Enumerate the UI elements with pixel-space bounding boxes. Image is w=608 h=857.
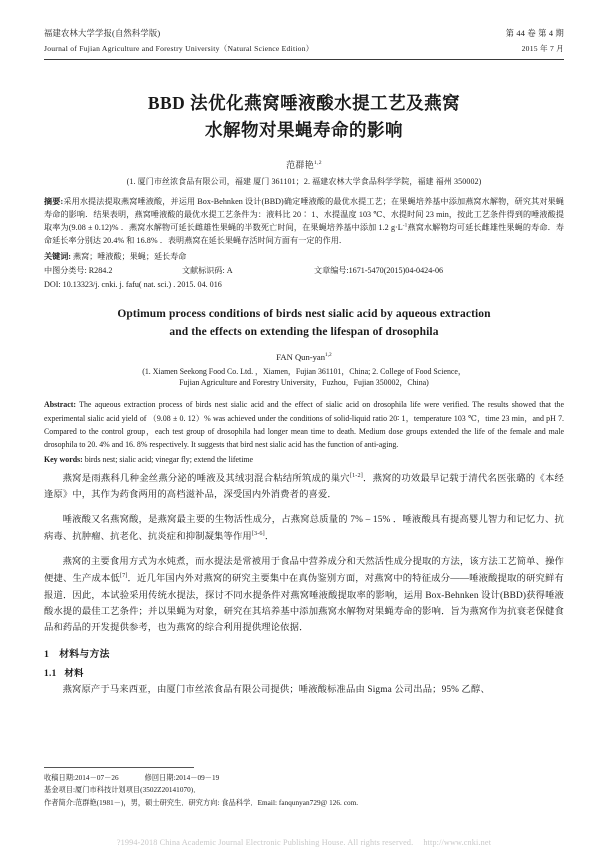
keywords-en-label: Key words: xyxy=(44,455,83,465)
keywords-cn-label: 关键词: xyxy=(44,251,71,261)
author-cn xyxy=(44,158,564,171)
body-p3-b: ．近几年国内外对燕窝的研究主要集中在真伪鉴别方面，对燕窝中的特征成分——唾液酸提取的研究鲜有报道．因此，本试验采用传统水提法，探讨不同水提条件对燕窝唾液酸提取率的影响，运用 Box-Behnken 设计(BBD)获得唾液酸水提的最佳工艺条件；并以果蝇为对象，研究在其培养基中添加燕窝水解物对果蝇寿命的影响．旨为燕窝作为抗衰老保健食品和药品的开发提供参考，也为燕窝的综合利用提供理论依据． xyxy=(44,574,564,633)
article-number xyxy=(314,264,564,277)
fund-value: 厦门市科技计划项目(3502Z20141070)． xyxy=(75,786,201,795)
keywords-en-text: birds nest; sialic acid; vinegar fly; extend the lifetime xyxy=(84,455,254,465)
keywords-en xyxy=(44,453,564,466)
section-1-title: 材料与方法 xyxy=(59,648,110,660)
affiliation-en-line2: Fujian Agriculture and Forestry University，Fuzhou，Fujian 350002，China) xyxy=(179,378,429,388)
footnote-fund xyxy=(44,784,564,796)
body-p2-b: ． xyxy=(264,532,275,543)
document-code xyxy=(182,264,314,277)
revised-date-value: 2014－09－19 xyxy=(175,773,220,782)
masthead-left xyxy=(44,28,314,55)
classification-line xyxy=(44,264,564,277)
article-number-value: 1671-5470(2015)04-0424-06 xyxy=(348,265,444,275)
affiliation-en xyxy=(44,366,564,390)
abstract-en-label: Abstract: xyxy=(44,400,76,410)
title-en-line2: and the effects on extending the lifespan of drosophila xyxy=(169,326,439,339)
received-date-label: 收稿日期: xyxy=(44,773,75,782)
section-1-number: 1 xyxy=(44,648,50,660)
body-paragraph-2 xyxy=(44,513,564,546)
author-cn-affiliation-marker: 1,2 xyxy=(314,160,322,167)
keywords-cn-text: 燕窝；唾液酸；果蝇；延长寿命 xyxy=(73,251,187,261)
bio-label: 作者简介: xyxy=(44,798,75,807)
citation-ref-1: [1-2] xyxy=(349,472,363,479)
title-cn-line1: BBD 法优化燕窝唾液酸水提工艺及燕窝 xyxy=(147,92,461,113)
author-en xyxy=(44,352,564,362)
title-cn xyxy=(44,90,564,144)
masthead-divider xyxy=(44,59,564,60)
body-paragraph-3 xyxy=(44,555,564,636)
masthead-right xyxy=(506,28,564,55)
footnote-divider xyxy=(44,767,194,768)
doi: DOI: 10.13323/j. cnki. j. fafu( nat. sci.) . 2015. 04. 016 xyxy=(44,279,222,289)
abstract-en xyxy=(44,398,564,451)
document-code-label: 文献标识码: xyxy=(182,265,225,275)
keywords-cn xyxy=(44,250,564,263)
section-1-1-number: 1.1 xyxy=(44,668,57,679)
journal-name-en: Journal of Fujian Agriculture and Forestry University（Natural Science Edition） xyxy=(44,44,314,54)
journal-name-cn: 福建农林大学学报(自然科学版) xyxy=(44,29,161,38)
copyright-bar xyxy=(0,838,608,847)
copyright-text: ?1994-2018 China Academic Journal Electronic Publishing House. All rights reserved. xyxy=(116,838,414,847)
affiliation-cn: (1. 厦门市丝浓食品有限公司，福建 厦门 361101；2. 福建农林大学食品科学学院，福建 福州 350002) xyxy=(126,177,482,187)
abstract-cn xyxy=(44,195,564,247)
volume-issue: 第 44 卷 第 4 期 xyxy=(505,29,564,38)
clc-number xyxy=(44,264,182,277)
affiliation-en-line1: (1. Xiamen Seekong Food Co. Ltd. ，Xiamen，Fujian 361101，China; 2. College of Food Science， xyxy=(142,366,466,376)
clc-value: R284.2 xyxy=(88,265,113,275)
received-date-value: 2014－07－26 xyxy=(75,773,119,782)
body-p1-a: 燕窝是雨燕科几种金丝燕分泌的唾液及其绒羽混合粘结所筑成的巢穴 xyxy=(62,473,350,484)
clc-label: 中图分类号: xyxy=(44,265,87,275)
citation-ref-2: [3-6] xyxy=(251,531,265,538)
section-1-1-title: 材料 xyxy=(64,668,84,679)
body-p3-a: 燕窝的主要食用方式为水炖煮，而水提法是常被用于食品中营养成分和天然活性成分提取的方法，该方法工艺简单、操作便捷、生产成本低 xyxy=(44,557,564,585)
author-cn-name: 范群艳 xyxy=(286,160,315,171)
citation-ref-3: [7] xyxy=(119,573,128,580)
article-number-label: 文章编号: xyxy=(314,265,349,275)
bio-value: 范群艳(1981－)，男，硕士研究生．研究方向: 食品科学．Email: fanqunyan729@ 126. com. xyxy=(75,798,359,807)
author-en-name: FAN Qun-yan xyxy=(276,351,326,362)
abstract-cn-superscript: -1 xyxy=(402,222,408,229)
title-cn-line2: 水解物对果蝇寿命的影响 xyxy=(205,119,403,140)
publication-date: 2015 年 7 月 xyxy=(521,44,564,54)
masthead xyxy=(44,28,564,55)
footnote-dates xyxy=(44,772,564,784)
footnotes xyxy=(44,767,564,809)
section-heading-1-1 xyxy=(44,665,564,679)
title-en xyxy=(44,305,564,342)
title-en-line1: Optimum process conditions of birds nest sialic acid by aqueous extraction xyxy=(117,307,491,320)
copyright-url: http://www.cnki.net xyxy=(423,838,492,847)
section-heading-1 xyxy=(44,646,564,660)
body-p1-b: ．燕窝的功效最早记载于清代名医张璐的《本经逢原》中，其作为药食两用的高档滋补品，深受国内外消费者的喜爱． xyxy=(44,473,564,500)
body-p2-a: 唾液酸又名燕窝酸，是燕窝最主要的生物活性成分，占燕窝总质量的 7% ‒ 15% ．唾液酸具有提高婴儿智力和记忆力、抗病毒、抗肿瘤、抗老化、抗炎症和抑制凝集等作用 xyxy=(44,515,564,543)
abstract-cn-label: 摘要: xyxy=(44,197,64,207)
author-en-affiliation-marker: 1,2 xyxy=(325,351,332,358)
document-code-value: A xyxy=(226,265,233,275)
abstract-cn-text-cont: 燕窝水解物均可延长雌雄性果蝇的寿命．寿命延长率分别达 20.4% 和 16.8% ．表明燕窝在延长果蝇存活时间方面有一定的作用． xyxy=(44,223,564,246)
body-paragraph-1 xyxy=(44,471,564,504)
abstract-cn-text: 采用水提法提取燕窝唾液酸，并运用 Box-Behnken 设计(BBD)确定唾液酸的最优水提工艺；在果蝇培养基中添加燕窝水解物，研究其对果蝇寿命的影响．结果表明，燕窝唾液酸的最优水提工艺条件为：液料比 20∶ 1、水提温度 103 ℃、水提时间 23 min，按此工艺条件得到的唾液酸提取率为(9.08 ± 0.12)% ．燕窝水解物可延长雌雄性果蝇的半数死亡时间，在果蝇培养基中添加 1.2 g·L xyxy=(44,197,564,233)
body-paragraph-4: 燕窝原产于马来西亚，由厦门市丝浓食品有限公司提供；唾液酸标准品由 Sigma 公司出品；95% 乙醇、 xyxy=(62,684,490,695)
fund-label: 基金项目: xyxy=(44,786,75,795)
footnote-author-bio xyxy=(44,797,564,809)
revised-date-label: 修回日期: xyxy=(144,773,176,782)
abstract-en-text: The aqueous extraction process of birds nest sialic acid and the effect of sialic acid on drosophila life were verified. The results showed that the experimental sialic acid yield of （9.08 ± 0. 12）% was achieved under the conditions of solid-liquid ratio 20∶ 1，temperature 103 ℃，time 23 min，and pH 7. Compared to the control group，each test group of drosophila had longer mean time to death. Medium dose groups extended the life of the female and male drosophila to 20. 4% and 16. 8% respectively. It suggests that bird nest sialic acid has the function of anti-aging. xyxy=(44,400,564,450)
